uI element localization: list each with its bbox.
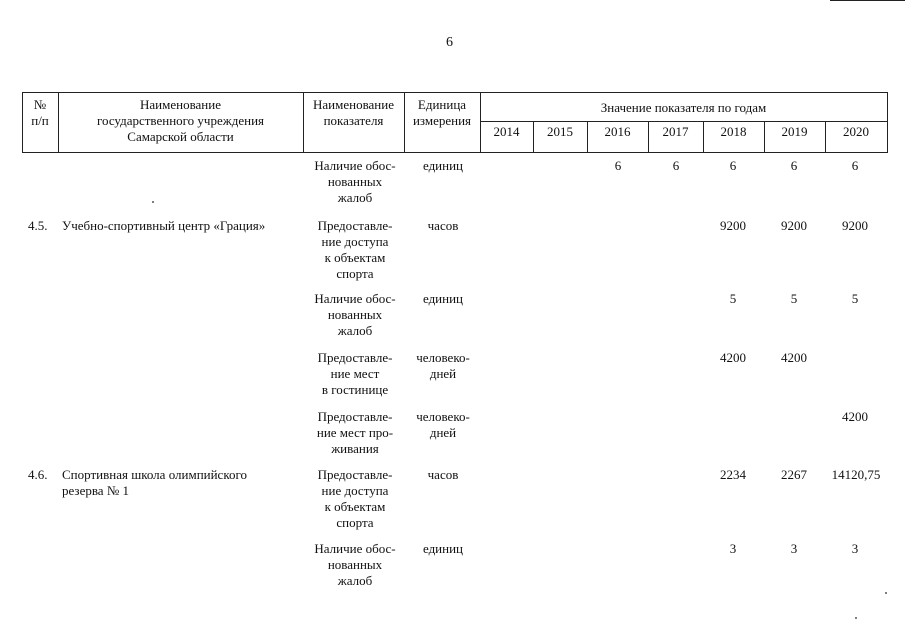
header-year-2020: 2020 — [843, 124, 869, 139]
page-number: 6 — [446, 35, 453, 50]
row-organization: Спортивная школа олимпийского резерва № 1 — [62, 467, 247, 498]
value-2019: 6 — [790, 158, 798, 173]
value-2019: 5 — [790, 291, 798, 306]
top-edge-line — [830, 0, 905, 1]
value-2020: 14120,75 — [831, 467, 881, 482]
value-2020: 3 — [851, 541, 859, 556]
header-col-organization: Наименование государственного учреждения Самарской области — [96, 97, 265, 144]
header-year-2015: 2015 — [547, 124, 573, 139]
value-2018: 6 — [729, 158, 737, 173]
header-col-values: Значение показателя по годам — [600, 100, 767, 115]
value-2017: 6 — [672, 158, 680, 173]
value-2016: 6 — [614, 158, 622, 173]
row-unit: единиц — [422, 291, 464, 306]
row-indicator: Предоставле- ние мест в гостинице — [317, 350, 393, 397]
value-2019: 3 — [790, 541, 798, 556]
scan-speck — [855, 617, 857, 619]
header-col-number: № п/п — [31, 97, 49, 128]
value-2019: 9200 — [781, 218, 807, 233]
value-2018: 9200 — [720, 218, 746, 233]
row-unit: человеко- дней — [416, 350, 470, 381]
row-indicator: Наличие обос- нованных жалоб — [314, 541, 396, 588]
row-unit: часов — [427, 218, 459, 233]
row-unit: человеко- дней — [416, 409, 470, 440]
value-2020: 4200 — [842, 409, 868, 424]
value-2020: 9200 — [842, 218, 868, 233]
row-indicator: Предоставле- ние доступа к объектам спорта — [317, 467, 393, 530]
row-number: 4.6. — [28, 467, 48, 482]
header-year-2019: 2019 — [781, 124, 808, 139]
value-2018: 5 — [729, 291, 737, 306]
header-year-2014: 2014 — [493, 124, 520, 139]
header-year-2016: 2016 — [604, 124, 631, 139]
value-2018: 3 — [729, 541, 737, 556]
header-year-2018: 2018 — [720, 124, 747, 139]
header-year-2017: 2017 — [662, 124, 689, 139]
value-2020: 5 — [851, 291, 859, 306]
row-number: 4.5. — [28, 218, 48, 233]
scan-speck — [152, 201, 154, 203]
value-2020: 6 — [851, 158, 859, 173]
row-organization: Учебно-спортивный центр «Грация» — [62, 218, 266, 233]
row-unit: часов — [427, 467, 459, 482]
header-col-unit: Единица измерения — [412, 97, 472, 128]
scan-speck — [885, 592, 887, 594]
row-unit: единиц — [422, 541, 464, 556]
value-2019: 2267 — [781, 467, 807, 482]
row-indicator: Предоставле- ние мест про- живания — [316, 409, 394, 456]
value-2018: 2234 — [720, 467, 746, 482]
row-indicator: Наличие обос- нованных жалоб — [314, 158, 396, 205]
row-unit: единиц — [422, 158, 464, 173]
row-indicator: Предоставле- ние доступа к объектам спорта — [317, 218, 393, 281]
row-indicator: Наличие обос- нованных жалоб — [314, 291, 396, 338]
value-2019: 4200 — [781, 350, 807, 365]
header-col-indicator: Наименование показателя — [313, 97, 394, 128]
value-2018: 4200 — [720, 350, 746, 365]
